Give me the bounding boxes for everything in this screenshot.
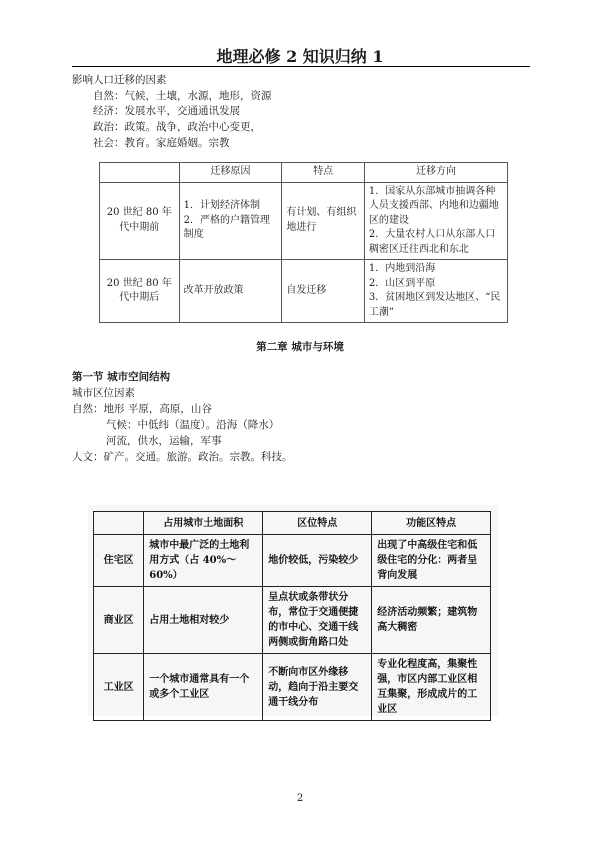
migration-table xyxy=(99,162,508,323)
table-header-row xyxy=(100,163,508,183)
zone-cell: 工业区 xyxy=(94,654,144,721)
climate-factor-line: 气候：中低纬（温度）。沿海（降水） xyxy=(106,419,280,431)
direction-item: 2．大量农村人口从东部人口稠密区迁往西北和东北 xyxy=(368,229,496,255)
zone-cell: 住宅区 xyxy=(94,535,144,587)
area-cell: 占用土地相对较少 xyxy=(144,587,263,654)
direction-item: 3．贫困地区到发达地区、“民工潮” xyxy=(368,292,501,318)
period-cell: 20 世纪 80 年代中期后 xyxy=(100,260,180,323)
river-factor-line: 河流，供水，运输，军事 xyxy=(106,435,222,447)
table-header-cell xyxy=(100,163,180,183)
table-row xyxy=(94,587,491,654)
natural-factor-line: 自然：地形 平原，高原，山谷 xyxy=(72,403,212,415)
table-row xyxy=(100,260,508,323)
zone-cell: 商业区 xyxy=(94,587,144,654)
area-cell: 城市中最广泛的土地利用方式（占 40%～60%） xyxy=(144,535,263,587)
title-rule xyxy=(72,66,530,67)
table-header-cell: 迁移原因 xyxy=(179,163,282,183)
table-header-cell: 占用城市土地面积 xyxy=(144,512,263,535)
directions-cell xyxy=(364,182,507,260)
table-row xyxy=(94,654,491,721)
direction-item: 1．国家从东部城市抽调各种人员支援西部、内地和边疆地区的建设 xyxy=(368,185,499,226)
reasons-cell: 改革开放政策 xyxy=(179,260,282,323)
area-cell: 一个城市通常具有一个或多个工业区 xyxy=(144,654,263,721)
migration-factor-natural: 自然：气候，土壤，水源，地形，资源 xyxy=(93,90,272,102)
table-header-cell xyxy=(94,512,144,535)
table-header-cell: 区位特点 xyxy=(263,512,372,535)
table-header-cell: 功能区特点 xyxy=(372,512,491,535)
table-header-cell: 迁移方向 xyxy=(364,163,507,183)
directions-cell xyxy=(364,260,507,323)
reason-item: 1．计划经济体制 xyxy=(183,200,260,211)
function-cell: 经济活动频繁；建筑物高大稠密 xyxy=(372,587,491,654)
section-subtitle: 城市区位因素 xyxy=(72,387,135,399)
location-cell: 不断向市区外缘移动，趋向于沿主要交通干线分布 xyxy=(263,654,372,721)
page-title: 地理必修 2 知识归纳 1 xyxy=(216,47,384,66)
direction-item: 1．内地到沿海 xyxy=(368,263,436,274)
section-title: 第一节 城市空间结构 xyxy=(72,371,171,383)
location-cell: 呈点状或条带状分布，常位于交通便捷的市中心、交通干线两侧或街角路口处 xyxy=(263,587,372,654)
urban-zones-table xyxy=(93,511,491,721)
urban-zones-table-image xyxy=(88,505,498,716)
function-cell: 专业化程度高，集聚性强，市区内部工业区相互集聚，形成成片的工业区 xyxy=(372,654,491,721)
feature-cell: 自发迁移 xyxy=(282,260,365,323)
feature-cell: 有计划、有组织地进行 xyxy=(282,182,365,260)
page-number: 2 xyxy=(296,793,304,804)
reason-item: 2．严格的户籍管理制度 xyxy=(183,214,270,240)
table-header-cell: 特点 xyxy=(282,163,365,183)
location-cell: 地价较低，污染较少 xyxy=(263,535,372,587)
reasons-cell xyxy=(179,182,282,260)
migration-factor-economic: 经济：发展水平，交通通讯发展 xyxy=(93,105,240,117)
period-cell: 20 世纪 80 年代中期前 xyxy=(100,182,180,260)
table-row xyxy=(94,535,491,587)
migration-heading: 影响人口迁移的因素 xyxy=(72,74,167,86)
table-header-row xyxy=(94,512,491,535)
direction-item: 2．山区到平原 xyxy=(368,277,436,289)
migration-factor-political: 政治：政策。战争，政治中心变更， xyxy=(93,121,261,133)
chapter-title: 第二章 城市与环境 xyxy=(256,341,344,353)
migration-factor-social: 社会：教育。家庭婚姻。宗教 xyxy=(93,137,230,149)
human-factor-line: 人文：矿产。交通。旅游。政治。宗教。科技。 xyxy=(72,451,293,463)
function-cell: 出现了中高级住宅和低级住宅的分化：两者呈背向发展 xyxy=(372,535,491,587)
table-row xyxy=(100,182,508,260)
